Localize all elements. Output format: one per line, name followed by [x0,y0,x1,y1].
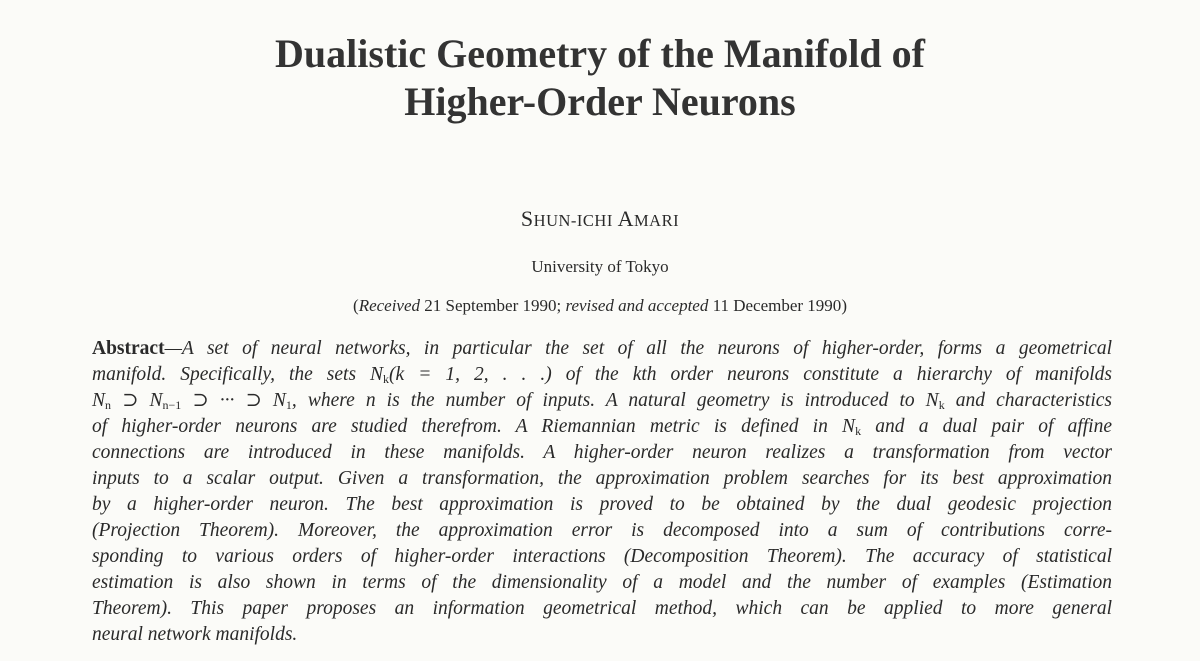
abstract-line: (Projection Theorem). Moreover, the approximation error is decomposed into a sum of contributions corre- [92,520,1112,541]
abstract-line: Theorem). This paper proposes an information geometrical method, which can be applied to more general [92,598,1112,619]
abstract-label: Abstract [92,338,165,359]
abstract-line: estimation is also shown in terms of the dimensionality of a model and the number of examples (Estimation [92,572,1112,593]
revised-label: revised and accepted [565,296,709,315]
abstract [92,336,1112,648]
received-label: Received [358,296,421,315]
abstract-line: connections are introduced in these manifolds. A higher-order neuron realizes a transformation from vector [92,442,1112,463]
author-last-rest: MARI [634,211,680,230]
author-initial-first: S [520,206,534,231]
title-line-2: Higher-Order Neurons [404,79,796,124]
title-line-1: Dualistic Geometry of the Manifold of [275,31,925,76]
affiliation: University of Tokyo [531,257,669,276]
abstract-line: $N_n$ ⊃ $N_{n-1}$ ⊃ ··· ⊃ $N_1$, where n is the number of inputs. A natural geometry is introduced to $N_k$ and characteristics [92,390,1112,412]
abstract-line: by a higher-order neuron. The best approximation is proved to be obtained by the dual geodesic projection [92,494,1112,515]
abstract-line: neural network manifolds. [92,624,298,645]
revised-date: 11 December 1990 [712,296,842,315]
paren-close: ) [841,296,847,315]
author-first-rest: HUN-ICHI [533,211,613,230]
author-initial-last: A [617,206,634,231]
received-dates [0,296,1200,316]
paper-title [0,30,1200,126]
paren-open: ( [353,296,359,315]
separator: ; [556,296,562,315]
abstract-line: Abstract—A set of neural networks, in particular the set of all the neurons of higher-order, forms a geometrical [92,338,1112,359]
abstract-line: sponding to various orders of higher-order interactions (Decomposition Theorem). The accuracy of statistical [92,546,1112,567]
author-name [0,206,1200,232]
abstract-line: manifold. Specifically, the sets $N_k(k = 1$, 2, . . .) of the kth order neurons constitute a hierarchy of manifolds [92,364,1112,386]
received-date: 21 September 1990 [424,296,557,315]
abstract-line: inputs to a scalar output. Given a transformation, the approximation problem searches for its best approximation [92,468,1112,489]
abstract-line: of higher-order neurons are studied therefrom. A Riemannian metric is defined in $N_k$ and a dual pair of affine [92,416,1113,438]
